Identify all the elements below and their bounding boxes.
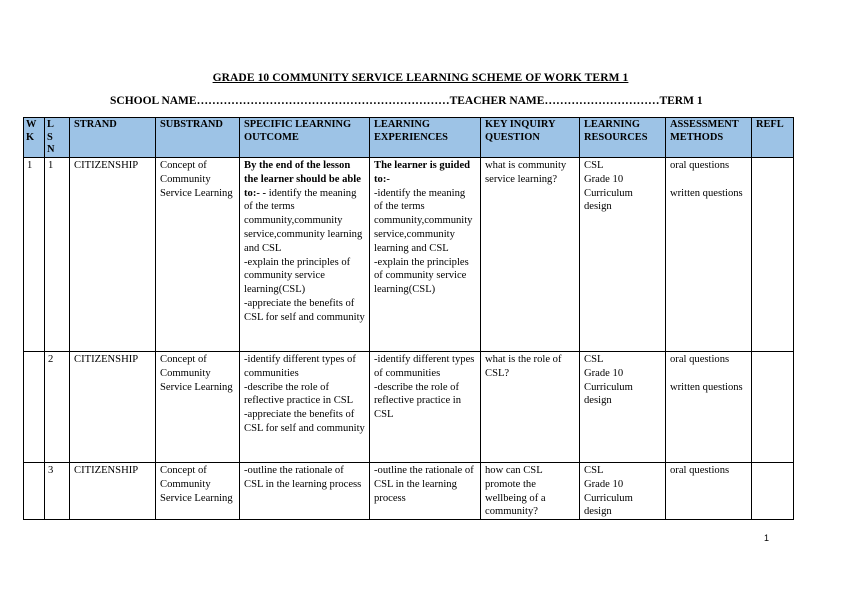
cell-inquiry: what is the role of CSL? [481,352,580,463]
header-lesson: L S N [45,118,70,158]
header-resources: LEARNING RESOURCES [580,118,666,158]
cell-outcome [240,158,370,352]
cell-assessment: oral questions written questions [666,352,752,463]
header-inquiry: KEY INQUIRY QUESTION [481,118,580,158]
cell-experiences: -outline the rationale of CSL in the learning process [370,463,481,520]
school-teacher-line: SCHOOL NAME…………………………………………………………TEACHER NAME…………………………TERM 1 [110,95,703,107]
cell-outcome: -identify different types of communities -describe the role of reflective practice in CSL -appreciate the benefits of CSL for self and community [240,352,370,463]
header-outcome: SPECIFIC LEARNING OUTCOME [240,118,370,158]
header-assessment: ASSESSMENT METHODS [666,118,752,158]
header-substrand: SUBSTRAND [156,118,240,158]
header-reflection: REFL [752,118,794,158]
cell-outcome: -outline the rationale of CSL in the learning process [240,463,370,520]
cell-week [24,463,45,520]
cell-week: 1 [24,158,45,352]
header-week: W K [24,118,45,158]
table-header-row [24,118,794,158]
cell-substrand: Concept of Community Service Learning [156,352,240,463]
cell-strand: CITIZENSHIP [70,158,156,352]
cell-resources: CSL Grade 10 Curriculum design [580,463,666,520]
cell-resources: CSL Grade 10 Curriculum design [580,158,666,352]
cell-inquiry: what is community service learning? [481,158,580,352]
cell-substrand: Concept of Community Service Learning [156,158,240,352]
cell-reflection [752,352,794,463]
cell-resources: CSL Grade 10 Curriculum design [580,352,666,463]
experiences-text: -identify the meaning of the terms community,community service,community learning and CSL -explain the principles of community service learning(CSL) [374,187,473,296]
cell-assessment: oral questions written questions [666,158,752,352]
cell-reflection [752,158,794,352]
cell-strand: CITIZENSHIP [70,352,156,463]
outcome-text: identify the meaning of the terms community,community service,community learning and CSL -explain the principles of community service learning(CSL) -appreciate the benefits of CSL for self and community [244,187,365,323]
cell-lesson: 1 [45,158,70,352]
outcome-lead: By the end of the lesson the learner should be able to:- - [244,160,361,199]
cell-lesson: 3 [45,463,70,520]
cell-experiences: -identify different types of communities -describe the role of reflective practice in CSL [370,352,481,463]
document-title: GRADE 10 COMMUNITY SERVICE LEARNING SCHEME OF WORK TERM 1 [212,72,629,84]
header-experiences: LEARNING EXPERIENCES [370,118,481,158]
header-strand: STRAND [70,118,156,158]
scheme-of-work-table [23,117,794,520]
cell-strand: CITIZENSHIP [70,463,156,520]
cell-inquiry: how can CSL promote the wellbeing of a community? [481,463,580,520]
cell-substrand: Concept of Community Service Learning [156,463,240,520]
cell-reflection [752,463,794,520]
cell-assessment: oral questions [666,463,752,520]
experiences-lead: The learner is guided to:- [374,160,471,185]
cell-lesson: 2 [45,352,70,463]
cell-experiences [370,158,481,352]
cell-week [24,352,45,463]
table-row [24,352,794,463]
table-row [24,158,794,352]
table-row [24,463,794,520]
page-number: 1 [764,533,770,543]
